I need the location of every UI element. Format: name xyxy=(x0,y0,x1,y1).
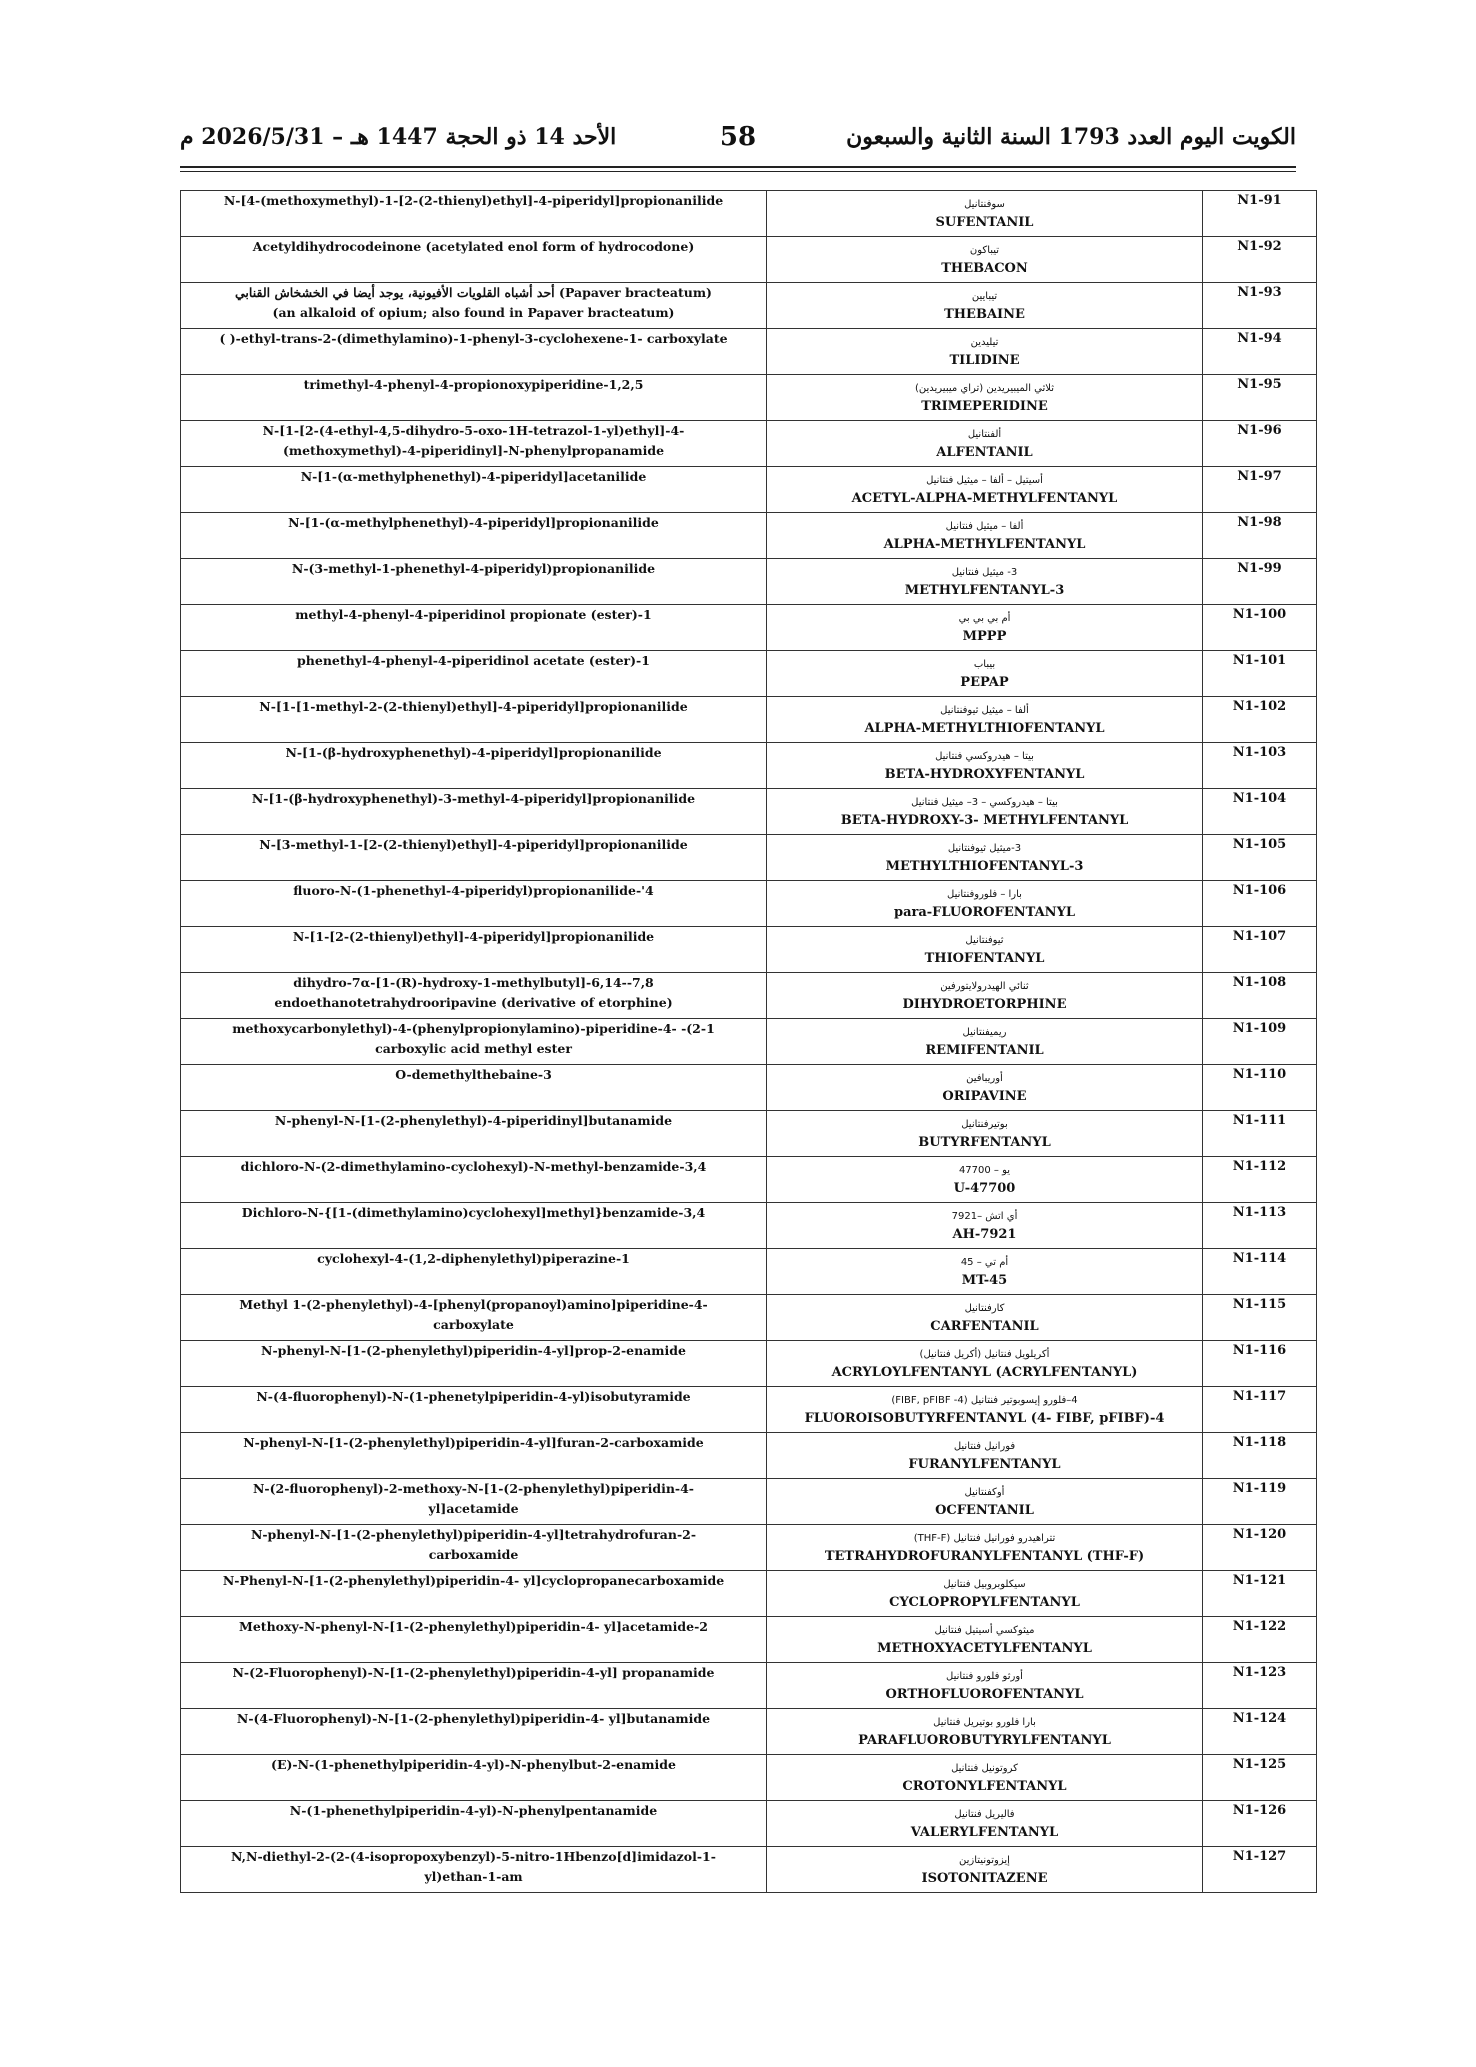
chemical-description-line: N-[1-[2-(2-thienyl)ethyl]-4-piperidyl]propionanilide xyxy=(292,929,655,944)
chemical-description-line: trimethyl-4-phenyl-4-propionoxypiperidine-1,2,5 xyxy=(303,377,644,392)
drug-name-english: THEBAINE xyxy=(944,307,1025,322)
drug-name-arabic: بارا – فلوروفنتانيل xyxy=(947,889,1022,900)
table-row xyxy=(181,697,1317,743)
drug-name-english: THIOFENTANYL xyxy=(924,951,1045,966)
chemical-description-line: (an alkaloid of opium; also found in Papaver bracteatum) xyxy=(272,305,675,320)
schedule-code-cell: N1-116 xyxy=(1203,1341,1317,1387)
drug-name-cell xyxy=(767,191,1203,237)
chemical-description-line: dihydro-7α-[1-(R)-hydroxy-1-methylbutyl]-6,14--7,8 xyxy=(293,975,654,990)
chemical-description-cell xyxy=(181,191,767,237)
drug-name-arabic: ثنائي الهيدرولايتورفين xyxy=(940,981,1029,992)
table-row xyxy=(181,421,1317,467)
chemical-description-line: N-[1-(α-methylphenethyl)-4-piperidyl]acetanilide xyxy=(300,469,647,484)
table-row xyxy=(181,1571,1317,1617)
chemical-description-cell xyxy=(181,1157,767,1203)
schedule-code-cell: N1-105 xyxy=(1203,835,1317,881)
table-row xyxy=(181,1525,1317,1571)
schedule-code-cell: N1-102 xyxy=(1203,697,1317,743)
drug-name-cell xyxy=(767,1249,1203,1295)
chemical-description-line: أحد أشباه القلويات الأفيونية، يوجد أيضا في الخشخاش القنابي (Papaver bracteatum) xyxy=(235,285,712,300)
chemical-description-cell xyxy=(181,1755,767,1801)
drug-name-english: ACRYLOYLFENTANYL (ACRYLFENTANYL) xyxy=(831,1365,1138,1380)
schedule-code-cell: N1-125 xyxy=(1203,1755,1317,1801)
drug-name-arabic: تيبايين xyxy=(971,291,998,302)
drug-name-cell xyxy=(767,1387,1203,1433)
table-row xyxy=(181,559,1317,605)
schedule-code-cell: N1-109 xyxy=(1203,1019,1317,1065)
chemical-description-line: Methoxy-N-phenyl-N-[1-(2-phenylethyl)piperidin-4- yl]acetamide-2 xyxy=(239,1619,708,1634)
drug-name-cell xyxy=(767,1663,1203,1709)
drug-name-arabic: أسيتيل – ألفا – ميثيل فنتانيل xyxy=(926,475,1043,486)
drug-name-english: CARFENTANIL xyxy=(930,1319,1039,1334)
chemical-description-line: N-[3-methyl-1-[2-(2-thienyl)ethyl]-4-piperidyl]propionanilide xyxy=(259,837,688,852)
drug-name-cell xyxy=(767,1341,1203,1387)
schedule-code-cell: N1-99 xyxy=(1203,559,1317,605)
drug-name-english: OCFENTANIL xyxy=(935,1503,1034,1518)
chemical-description-cell xyxy=(181,283,767,329)
chemical-description-cell xyxy=(181,329,767,375)
schedule-code-cell: N1-110 xyxy=(1203,1065,1317,1111)
chemical-description-line: N-phenyl-N-[1-(2-phenylethyl)piperidin-4-yl]furan-2-carboxamide xyxy=(243,1435,704,1450)
drug-name-cell xyxy=(767,421,1203,467)
drug-name-arabic: فورانيل فنتانيل xyxy=(953,1441,1016,1452)
schedule-code-cell: N1-119 xyxy=(1203,1479,1317,1525)
chemical-description-line: ( )-ethyl-trans-2-(dimethylamino)-1-phenyl-3-cyclohexene-1- carboxylate xyxy=(219,331,728,346)
schedule-code-cell: N1-126 xyxy=(1203,1801,1317,1847)
drug-name-cell xyxy=(767,651,1203,697)
drug-name-english: BUTYRFENTANYL xyxy=(918,1135,1051,1150)
drug-name-cell xyxy=(767,1617,1203,1663)
drug-name-cell xyxy=(767,1157,1203,1203)
table-row xyxy=(181,513,1317,559)
drug-name-english: BETA-HYDROXY-3- METHYLFENTANYL xyxy=(840,813,1129,828)
chemical-description-line: N-phenyl-N-[1-(2-phenylethyl)-4-piperidinyl]butanamide xyxy=(274,1113,673,1128)
chemical-description-cell xyxy=(181,1295,767,1341)
schedule-code-cell: N1-115 xyxy=(1203,1295,1317,1341)
drug-name-english: PARAFLUOROBUTYRYLFENTANYL xyxy=(858,1733,1111,1748)
drug-name-cell xyxy=(767,743,1203,789)
drug-name-arabic: سيكلوبروبيل فنتانيل xyxy=(943,1579,1026,1590)
chemical-description-line: methyl-4-phenyl-4-piperidinol propionate (ester)-1 xyxy=(295,607,652,622)
chemical-description-line: fluoro-N-(1-phenethyl-4-piperidyl)propionanilide-'4 xyxy=(293,883,654,898)
chemical-description-cell xyxy=(181,881,767,927)
table-row xyxy=(181,973,1317,1019)
chemical-description-cell xyxy=(181,1433,767,1479)
chemical-description-cell xyxy=(181,789,767,835)
drug-name-cell xyxy=(767,513,1203,559)
table-row xyxy=(181,1111,1317,1157)
schedule-code-cell: N1-120 xyxy=(1203,1525,1317,1571)
table-row xyxy=(181,1663,1317,1709)
drug-name-english: U-47700 xyxy=(953,1181,1016,1196)
drug-name-cell xyxy=(767,1295,1203,1341)
drug-name-cell xyxy=(767,375,1203,421)
drug-name-arabic: أم تي – 45 xyxy=(960,1257,1009,1268)
schedule-code-cell: N1-123 xyxy=(1203,1663,1317,1709)
schedule-code-cell: N1-100 xyxy=(1203,605,1317,651)
drug-name-english: THEBACON xyxy=(941,261,1028,276)
drug-name-cell xyxy=(767,605,1203,651)
drug-name-arabic: بيتا – هيدروكسي فنتانيل xyxy=(935,751,1034,762)
table-row xyxy=(181,651,1317,697)
drug-name-arabic: تيباكون xyxy=(969,245,1000,256)
table-row xyxy=(181,1019,1317,1065)
table-row xyxy=(181,743,1317,789)
table-row xyxy=(181,1801,1317,1847)
drug-name-english: SUFENTANIL xyxy=(935,215,1034,230)
drug-name-cell xyxy=(767,1019,1203,1065)
table-row xyxy=(181,881,1317,927)
drug-name-english: METHYLFENTANYL-3 xyxy=(904,583,1065,598)
chemical-description-line: dichloro-N-(2-dimethylamino-cyclohexyl)-N-methyl-benzamide-3,4 xyxy=(240,1159,707,1174)
drug-name-english: para-FLUOROFENTANYL xyxy=(893,905,1075,920)
schedule-code-cell: N1-97 xyxy=(1203,467,1317,513)
chemical-description-cell xyxy=(181,1203,767,1249)
schedule-code-cell: N1-113 xyxy=(1203,1203,1317,1249)
table-row xyxy=(181,835,1317,881)
schedule-code-cell: N1-111 xyxy=(1203,1111,1317,1157)
chemical-description-line: N-[1-[1-methyl-2-(2-thienyl)ethyl]-4-piperidyl]propionanilide xyxy=(259,699,688,714)
schedule-code-cell: N1-108 xyxy=(1203,973,1317,1019)
schedule-code-cell: N1-122 xyxy=(1203,1617,1317,1663)
chemical-description-line: N-Phenyl-N-[1-(2-phenylethyl)piperidin-4- yl]cyclopropanecarboxamide xyxy=(222,1573,725,1588)
drug-name-english: DIHYDROETORPHINE xyxy=(902,997,1067,1012)
chemical-description-line: (methoxymethyl)-4-piperidinyl]-N-phenylpropanamide xyxy=(282,443,665,458)
chemical-description-cell xyxy=(181,1065,767,1111)
drug-name-cell xyxy=(767,1709,1203,1755)
chemical-description-cell xyxy=(181,1249,767,1295)
drug-name-cell xyxy=(767,1479,1203,1525)
drug-name-arabic: كروتونيل فنتانيل xyxy=(951,1763,1018,1774)
table-row xyxy=(181,1157,1317,1203)
chemical-description-cell xyxy=(181,1387,767,1433)
chemical-description-cell xyxy=(181,467,767,513)
schedule-code-cell: N1-101 xyxy=(1203,651,1317,697)
drug-name-arabic: ثلاثي الميبيريدين (تراي ميبيريدين) xyxy=(914,383,1055,394)
chemical-description-line: N-[1-(β-hydroxyphenethyl)-3-methyl-4-piperidyl]propionanilide xyxy=(251,791,696,806)
drug-name-cell xyxy=(767,283,1203,329)
drug-name-arabic: أم بي بي بي xyxy=(958,613,1011,624)
chemical-description-line: N-(4-Fluorophenyl)-N-[1-(2-phenylethyl)piperidin-4- yl]butanamide xyxy=(236,1711,711,1726)
chemical-description-line: N-(2-fluorophenyl)-2-methoxy-N-[1-(2-phenylethyl)piperidin-4- xyxy=(252,1481,694,1496)
table-row xyxy=(181,789,1317,835)
chemical-description-line: O-demethylthebaine-3 xyxy=(395,1067,552,1082)
drug-name-english: CYCLOPROPYLFENTANYL xyxy=(889,1595,1080,1610)
chemical-description-cell xyxy=(181,973,767,1019)
chemical-description-line: N-(3-methyl-1-phenethyl-4-piperidyl)propionanilide xyxy=(291,561,656,576)
drug-name-arabic: أوكفنتانيل xyxy=(964,1487,1005,1498)
drug-name-english: TRIMEPERIDINE xyxy=(921,399,1048,414)
chemical-description-cell xyxy=(181,1663,767,1709)
drug-name-english: PEPAP xyxy=(960,675,1009,690)
chemical-description-line: endoethanotetrahydrooripavine (derivative of etorphine) xyxy=(274,995,673,1010)
chemical-description-cell xyxy=(181,1801,767,1847)
chemical-description-line: carboxylic acid methyl ester xyxy=(375,1041,572,1056)
page-header xyxy=(180,118,1296,168)
drug-name-arabic: تتراهيدرو فورانيل فنتانيل (THF-F) xyxy=(913,1533,1056,1544)
chemical-description-line: N-[4-(methoxymethyl)-1-[2-(2-thienyl)ethyl]-4-piperidyl]propionanilide xyxy=(223,193,724,208)
drug-name-cell xyxy=(767,1525,1203,1571)
chemical-description-cell xyxy=(181,237,767,283)
chemical-description-cell xyxy=(181,835,767,881)
schedule-code-cell: N1-104 xyxy=(1203,789,1317,835)
table-row xyxy=(181,605,1317,651)
chemical-description-cell xyxy=(181,1617,767,1663)
drug-name-cell xyxy=(767,1433,1203,1479)
drug-name-arabic: إيزوتونيتازين xyxy=(959,1855,1010,1866)
chemical-description-cell xyxy=(181,651,767,697)
drug-name-arabic: سوفنتانيل xyxy=(964,199,1005,210)
drug-name-cell xyxy=(767,1111,1203,1157)
chemical-description-cell xyxy=(181,1847,767,1893)
chemical-description-cell xyxy=(181,1479,767,1525)
drug-name-cell xyxy=(767,1847,1203,1893)
narcotics-schedule-table xyxy=(180,190,1317,1893)
chemical-description-cell xyxy=(181,513,767,559)
drug-name-english: ISOTONITAZENE xyxy=(921,1871,1048,1886)
drug-name-cell xyxy=(767,881,1203,927)
drug-name-cell xyxy=(767,1755,1203,1801)
chemical-description-line: N-(4-fluorophenyl)-N-(1-phenetylpiperidin-4-yl)isobutyramide xyxy=(256,1389,691,1404)
chemical-description-line: Methyl 1-(2-phenylethyl)-4-[phenyl(propanoyl)amino]piperidine-4- xyxy=(239,1297,708,1312)
schedule-code-cell: N1-103 xyxy=(1203,743,1317,789)
chemical-description-cell xyxy=(181,743,767,789)
schedule-code-cell: N1-91 xyxy=(1203,191,1317,237)
schedule-code-cell: N1-107 xyxy=(1203,927,1317,973)
drug-name-cell xyxy=(767,1203,1203,1249)
drug-name-cell xyxy=(767,973,1203,1019)
table-row xyxy=(181,1479,1317,1525)
drug-name-english: CROTONYLFENTANYL xyxy=(902,1779,1067,1794)
table-row xyxy=(181,467,1317,513)
drug-name-english: MT-45 xyxy=(961,1273,1008,1288)
drug-name-arabic: فاليريل فنتانيل xyxy=(954,1809,1015,1820)
schedule-code-cell: N1-127 xyxy=(1203,1847,1317,1893)
drug-name-cell xyxy=(767,789,1203,835)
drug-name-english: FLUOROISOBUTYRFENTANYL (4- FIBF, pFIBF)-4 xyxy=(804,1411,1165,1426)
drug-name-arabic: ألفا – ميثيل ثيوفنتانيل xyxy=(940,705,1029,716)
chemical-description-line: N-[1-[2-(4-ethyl-4,5-dihydro-5-oxo-1H-tetrazol-1-yl)ethyl]-4- xyxy=(262,423,685,438)
drug-name-english: ORTHOFLUOROFENTANYL xyxy=(885,1687,1084,1702)
chemical-description-cell xyxy=(181,1019,767,1065)
drug-name-english: ACETYL-ALPHA-METHYLFENTANYL xyxy=(851,491,1118,506)
drug-name-cell xyxy=(767,1571,1203,1617)
chemical-description-line: N-(2-Fluorophenyl)-N-[1-(2-phenylethyl)piperidin-4-yl] propanamide xyxy=(232,1665,715,1680)
chemical-description-cell xyxy=(181,697,767,743)
table-row xyxy=(181,1755,1317,1801)
drug-name-english: REMIFENTANIL xyxy=(925,1043,1044,1058)
chemical-description-cell xyxy=(181,421,767,467)
drug-name-english: VALERYLFENTANYL xyxy=(910,1825,1059,1840)
chemical-description-line: N-phenyl-N-[1-(2-phenylethyl)piperidin-4-yl]tetrahydrofuran-2- xyxy=(250,1527,697,1542)
chemical-description-line: N,N-diethyl-2-(2-(4-isopropoxybenzyl)-5-nitro-1Hbenzo[d]imidazol-1- xyxy=(231,1849,716,1864)
drug-name-cell xyxy=(767,237,1203,283)
chemical-description-line: N-(1-phenethylpiperidin-4-yl)-N-phenylpentanamide xyxy=(289,1803,658,1818)
drug-name-arabic: بيباب xyxy=(973,659,996,670)
drug-name-english: TILIDINE xyxy=(949,353,1020,368)
drug-name-english: METHOXYACETYLFENTANYL xyxy=(877,1641,1092,1656)
table-row xyxy=(181,1203,1317,1249)
chemical-description-line: N-[1-(α-methylphenethyl)-4-piperidyl]propionanilide xyxy=(288,515,659,530)
drug-name-arabic: كارفنتانيل xyxy=(964,1303,1005,1314)
table-row xyxy=(181,375,1317,421)
table-row xyxy=(181,1387,1317,1433)
chemical-description-cell xyxy=(181,559,767,605)
drug-name-arabic: تيليدين xyxy=(970,337,999,348)
schedule-code-cell: N1-95 xyxy=(1203,375,1317,421)
drug-name-english: ALPHA-METHYLTHIOFENTANYL xyxy=(864,721,1105,736)
drug-name-arabic: ألفا – ميثيل فنتانيل xyxy=(945,521,1024,532)
drug-name-arabic: ثيوفنتانيل xyxy=(965,935,1004,946)
table-row xyxy=(181,237,1317,283)
chemical-description-cell xyxy=(181,1111,767,1157)
drug-name-cell xyxy=(767,559,1203,605)
drug-name-english: FURANYLFENTANYL xyxy=(908,1457,1061,1472)
chemical-description-cell xyxy=(181,1571,767,1617)
table-row xyxy=(181,1341,1317,1387)
drug-name-english: TETRAHYDROFURANYLFENTANYL (THF-F) xyxy=(824,1549,1145,1564)
drug-name-arabic: ريميفنتانيل xyxy=(962,1027,1007,1038)
drug-name-cell xyxy=(767,697,1203,743)
table-body xyxy=(181,191,1317,1893)
chemical-description-cell xyxy=(181,1709,767,1755)
chemical-description-line: Acetyldihydrocodeinone (acetylated enol form of hydrocodone) xyxy=(252,239,695,254)
chemical-description-line: phenethyl-4-phenyl-4-piperidinol acetate (ester)-1 xyxy=(297,653,650,668)
drug-name-cell xyxy=(767,329,1203,375)
publication-date: الأحد 14 ذو الحجة 1447 هـ – 2026/5/31 م xyxy=(180,124,617,150)
schedule-code-cell: N1-124 xyxy=(1203,1709,1317,1755)
drug-name-english: METHYLTHIOFENTANYL-3 xyxy=(885,859,1084,874)
chemical-description-line: methoxycarbonylethyl)-4-(phenylpropionylamino)-piperidine-4- -(2-1 xyxy=(232,1021,715,1036)
drug-name-arabic: بارا فلورو بوتيريل فنتانيل xyxy=(933,1717,1036,1728)
chemical-description-line: cyclohexyl-4-(1,2-diphenylethyl)piperazine-1 xyxy=(317,1251,630,1266)
schedule-code-cell: N1-96 xyxy=(1203,421,1317,467)
schedule-code-cell: N1-118 xyxy=(1203,1433,1317,1479)
schedule-code-cell: N1-94 xyxy=(1203,329,1317,375)
drug-name-arabic: أورثو فلورو فنتانيل xyxy=(946,1671,1023,1682)
drug-name-arabic: يو – 47700 xyxy=(958,1165,1011,1176)
page-number: 58 xyxy=(719,122,757,152)
table-row xyxy=(181,1249,1317,1295)
chemical-description-line: yl]acetamide xyxy=(428,1501,519,1516)
table-row xyxy=(181,1433,1317,1479)
drug-name-arabic: أكريلويل فنتانيل (أكريل فنتانيل) xyxy=(919,1349,1050,1360)
schedule-code-cell: N1-98 xyxy=(1203,513,1317,559)
schedule-code-cell: N1-114 xyxy=(1203,1249,1317,1295)
table-row xyxy=(181,1847,1317,1893)
chemical-description-line: carboxamide xyxy=(428,1547,519,1562)
drug-name-english: BETA-HYDROXYFENTANYL xyxy=(884,767,1085,782)
table-row xyxy=(181,927,1317,973)
schedule-code-cell: N1-93 xyxy=(1203,283,1317,329)
drug-name-arabic: أوريبافين xyxy=(966,1073,1003,1084)
schedule-code-cell: N1-106 xyxy=(1203,881,1317,927)
drug-name-english: ALFENTANIL xyxy=(936,445,1033,460)
table-row xyxy=(181,1709,1317,1755)
chemical-description-cell xyxy=(181,927,767,973)
chemical-description-line: N-[1-(β-hydroxyphenethyl)-4-piperidyl]propionanilide xyxy=(285,745,662,760)
drug-name-english: MPPP xyxy=(962,629,1007,644)
drug-name-english: AH-7921 xyxy=(952,1227,1017,1242)
table-row xyxy=(181,1617,1317,1663)
drug-name-cell xyxy=(767,467,1203,513)
table-row xyxy=(181,329,1317,375)
table-row xyxy=(181,1065,1317,1111)
gazette-issue-title: الكويت اليوم العدد 1793 السنة الثانية والسبعون xyxy=(846,124,1296,150)
drug-name-arabic: 3- ميثيل فنتانيل xyxy=(951,567,1018,578)
schedule-code-cell: N1-117 xyxy=(1203,1387,1317,1433)
chemical-description-cell xyxy=(181,605,767,651)
drug-name-cell xyxy=(767,1065,1203,1111)
chemical-description-cell xyxy=(181,1341,767,1387)
chemical-description-line: yl)ethan-1-am xyxy=(424,1869,523,1884)
drug-name-arabic: 4–فلورو إيسوبوتير فنتانيل (FIBF, pFIBF -4) xyxy=(891,1395,1078,1406)
table-row xyxy=(181,191,1317,237)
chemical-description-line: carboxylate xyxy=(433,1317,514,1332)
drug-name-english: ORIPAVINE xyxy=(942,1089,1027,1104)
schedule-code-cell: N1-92 xyxy=(1203,237,1317,283)
drug-name-cell xyxy=(767,927,1203,973)
chemical-description-line: Dichloro-N-{[1-(dimethylamino)cyclohexyl]methyl}benzamide-3,4 xyxy=(241,1205,706,1220)
drug-name-english: ALPHA-METHYLFENTANYL xyxy=(883,537,1086,552)
table-row xyxy=(181,283,1317,329)
drug-name-arabic: ألفنتانيل xyxy=(967,429,1002,440)
drug-name-arabic: بوتيرفنتانيل xyxy=(961,1119,1008,1130)
chemical-description-line: N-phenyl-N-[1-(2-phenylethyl)piperidin-4-yl]prop-2-enamide xyxy=(261,1343,686,1358)
drug-name-cell xyxy=(767,835,1203,881)
chemical-description-line: (E)-N-(1-phenethylpiperidin-4-yl)-N-phenylbut-2-enamide xyxy=(271,1757,676,1772)
table-row xyxy=(181,1295,1317,1341)
schedule-code-cell: N1-121 xyxy=(1203,1571,1317,1617)
drug-name-arabic: ميثوكسي أسيتيل فنتانيل xyxy=(934,1625,1035,1636)
schedule-code-cell: N1-112 xyxy=(1203,1157,1317,1203)
drug-name-arabic: 3-ميثيل ثيوفنتانيل xyxy=(947,843,1022,854)
drug-name-arabic: بيتا – هيدروكسي – 3– ميثيل فنتانيل xyxy=(911,797,1058,808)
chemical-description-cell xyxy=(181,375,767,421)
drug-name-arabic: أي اتش –7921 xyxy=(951,1211,1018,1222)
drug-name-cell xyxy=(767,1801,1203,1847)
chemical-description-cell xyxy=(181,1525,767,1571)
